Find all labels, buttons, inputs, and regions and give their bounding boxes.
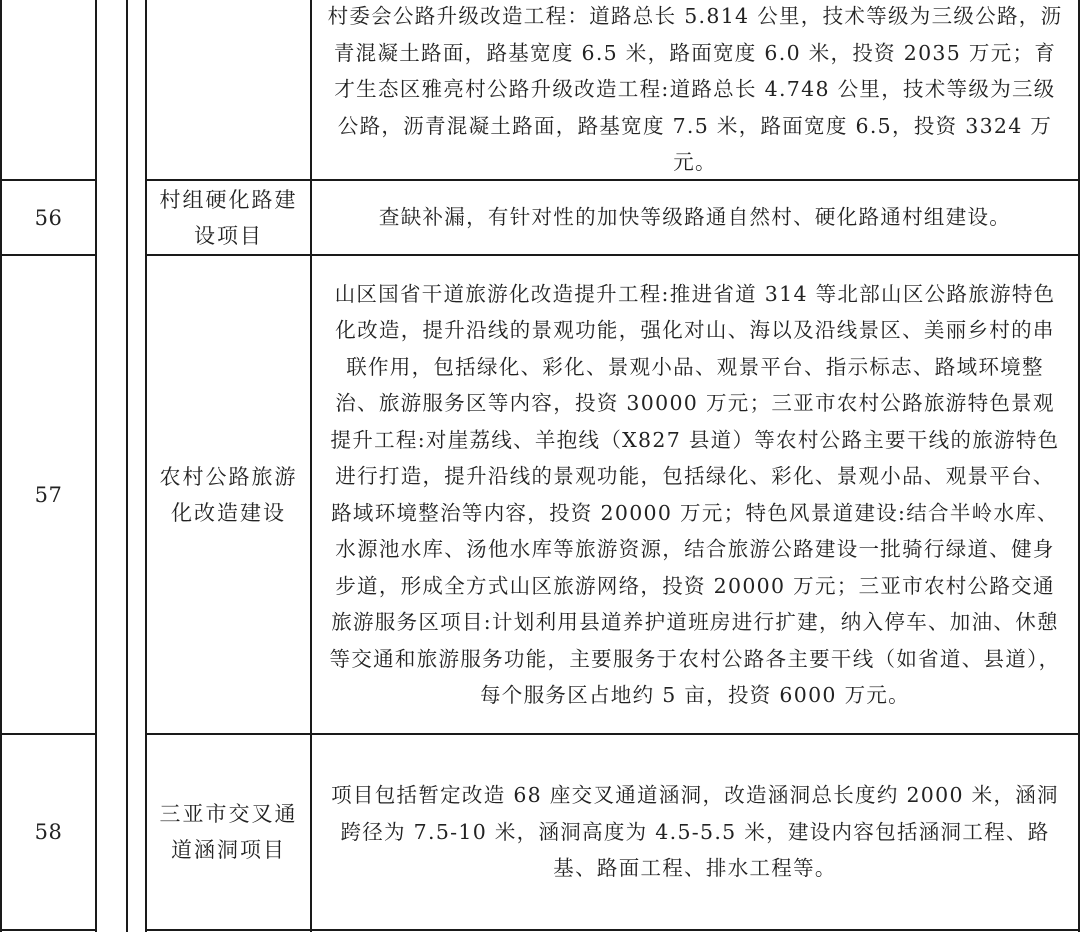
row-57-name-text: 农村公路旅游化改造建设: [159, 464, 298, 525]
row-0-description: [312, 0, 1078, 179]
row-divider-bottom-b: [145, 929, 1080, 931]
row-0-name: [147, 0, 310, 179]
row-58-number-text: 58: [34, 820, 63, 844]
row-58-name: [147, 735, 310, 929]
row-57-number-text: 57: [34, 482, 63, 507]
row-0-description-text: 村委会公路升级改造工程：道路总长 5.814 公里，技术等级为三级公路，沥青混凝土路面，路基宽度 6.5 米，路面宽度 6.0 米，投资 2035 万元；育才生态区雅亮村公路升级改造工程:道路总长 4.748 公里，技术等级为三级公路，沥青混凝土路面，路基宽度 7.5 米，路面宽度 6.5，投资 3324 万元。: [327, 4, 1063, 175]
row-57-description: [312, 256, 1078, 733]
row-57-number: [2, 256, 95, 733]
row-56-name: [147, 181, 310, 254]
row-56-number-text: 56: [34, 205, 63, 230]
row-58-description: [312, 735, 1078, 929]
column-divider-2: [126, 0, 128, 932]
row-56-number: [2, 181, 95, 254]
row-56-name-text: 村组硬化路建设项目: [159, 187, 298, 248]
row-56-description: [312, 181, 1078, 254]
row-0-number: [2, 0, 95, 179]
row-58-number: [2, 735, 95, 929]
column-divider-1: [95, 0, 97, 932]
row-58-name-text: 三亚市交叉通道涵洞项目: [159, 802, 298, 862]
row-divider-bottom-a: [0, 929, 97, 931]
row-57-description-text: 山区国省干道旅游化改造提升工程:推进省道 314 等北部山区公路旅游特色化改造，提升沿线的景观功能，强化对山、海以及沿线景区、美丽乡村的串联作用，包括绿化、彩化、景观小品、观景平台、指示标志、路域环境整治、旅游服务区等内容，投资 30000 万元；三亚市农村公路旅游特色景观提升工程:对崖荔线、羊抱线（X827 县道）等农村公路主要干线的旅游特色进行打造，提升沿线的景观功能，包括绿化、彩化、景观小品、观景平台、路域环境整治等内容，投资 20000 万元；特色风景道建设:结合半岭水库、水源池水库、汤他水库等旅游资源，结合旅游公路建设一批骑行绿道、健身步道，形成全方式山区旅游网络，投资 20000 万元；三亚市农村公路交通旅游服务区项目:计划利用县道养护道班房进行扩建，纳入停车、加油、休憩等交通和旅游服务功能，主要服务于农村公路各主要干线（如省道、县道），每个服务区占地约 5 亩，投资 6000 万元。: [329, 281, 1061, 707]
row-58-description-text: 项目包括暂定改造 68 座交叉通道涵洞，改造涵洞总长度约 2000 米，涵洞跨径为 7.5-10 米，涵洞高度为 4.5-5.5 米，建设内容包括涵洞工程、路基、路面工程、排水工程等。: [331, 783, 1059, 881]
row-56-description-text: 查缺补漏，有针对性的加快等级路通自然村、硬化路通村组建设。: [378, 205, 1012, 230]
row-57-name: [147, 256, 310, 733]
